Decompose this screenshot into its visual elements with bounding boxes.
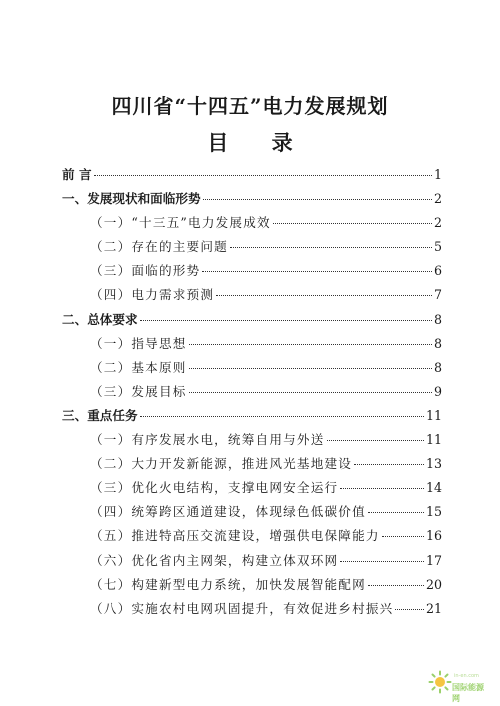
toc-page-number: 15 [425,504,442,520]
toc-subsection-entry[interactable] [62,212,442,236]
toc-page-number: 11 [425,432,442,448]
toc-dot-leader [140,416,424,417]
toc-entry-label: （三）发展目标 [90,383,187,399]
toc-entry-label: （四）电力需求预测 [90,287,215,303]
toc-page-number: 9 [433,383,442,399]
toc-entry-label: （六）优化省内主网架，构建立体双环网 [90,552,339,568]
toc-subsection-entry[interactable] [62,333,442,357]
toc-entry-label: （三）优化火电结构，支撑电网安全运行 [90,480,339,496]
toc-entry-label: （一）指导思想 [90,335,187,351]
toc-dot-leader [395,609,424,610]
toc-dot-leader [216,295,432,296]
toc-subsection-entry[interactable] [62,574,442,598]
toc-page-number: 11 [425,407,442,423]
toc-page-number: 2 [433,215,442,231]
toc-dot-leader [340,488,424,489]
toc-subsection-entry[interactable] [62,357,442,381]
toc-subsection-entry[interactable] [62,236,442,260]
toc-dot-leader [327,440,424,441]
toc-dot-leader [140,320,432,321]
sun-logo-icon [428,670,452,694]
toc-subsection-entry[interactable] [62,260,442,284]
toc-entry-label: （二）存在的主要问题 [90,239,228,255]
toc-dot-leader [189,344,432,345]
toc-page-number: 5 [433,239,442,255]
toc-entry-label: （二）基本原则 [90,359,187,375]
toc-subsection-entry[interactable] [62,284,442,308]
toc-entry-label: （五）推进特高压交流建设，增强供电保障能力 [90,528,380,544]
toc-dot-leader [368,585,424,586]
toc-subsection-entry[interactable] [62,429,442,453]
toc-entry-label: （七）构建新型电力系统，加快发展智能配网 [90,576,366,592]
toc-dot-leader [230,247,432,248]
toc-subsection-entry[interactable] [62,453,442,477]
toc-dot-leader [382,536,424,537]
toc-dot-leader [189,392,432,393]
toc-entry-label: 一、发展现状和面临形势 [62,191,201,207]
toc-entry-label: （一）“十三五”电力发展成效 [90,215,271,231]
toc-entry-label: 三、重点任务 [62,407,138,423]
toc-entry-label: （八）实施农村电网巩固提升，有效促进乡村振兴 [90,600,394,616]
toc-page-number: 8 [433,359,442,375]
toc-subsection-entry[interactable] [62,550,442,574]
toc-subsection-entry[interactable] [62,501,442,525]
toc-page-number: 7 [433,287,442,303]
toc-page-number: 2 [433,191,442,207]
toc-entry-label: （三）面临的形势 [90,263,201,279]
toc-page-number: 17 [425,552,442,568]
toc-entry-label: （四）统筹跨区通道建设，体现绿色低碳价值 [90,504,366,520]
toc-page-number: 13 [425,456,442,472]
toc-page-number: 8 [433,311,442,327]
toc-dot-leader [368,512,424,513]
toc-entry-label: 前 言 [62,167,92,182]
watermark-text: 国际能源网 [452,683,484,703]
toc-section-entry[interactable] [62,309,442,333]
toc-subsection-entry[interactable] [62,525,442,549]
toc-page-number: 20 [425,576,442,592]
toc-page-number: 16 [425,528,442,544]
toc-entry-label: （一）有序发展水电，统筹自用与外送 [90,432,325,448]
toc-subsection-entry[interactable] [62,381,442,405]
toc-dot-leader [189,368,432,369]
table-of-contents [62,164,442,622]
toc-entry-label: （二）大力开发新能源，推进风光基地建设 [90,456,353,472]
toc-entry-label: 二、总体要求 [62,311,138,327]
toc-dot-leader [203,199,432,200]
watermark [428,670,490,703]
toc-page-number: 8 [433,335,442,351]
document-title: 四川省“十四五”电力发展规划 [111,94,389,118]
toc-dot-leader [273,223,432,224]
toc-section-entry[interactable] [62,188,442,212]
toc-subsection-entry[interactable] [62,477,442,501]
toc-page-number: 1 [433,167,442,182]
toc-dot-leader [94,175,432,176]
toc-page-number: 6 [433,263,442,279]
toc-page-number: 21 [425,600,442,616]
toc-dot-leader [202,271,432,272]
toc-dot-leader [354,464,424,465]
toc-section-entry[interactable] [62,405,442,429]
toc-subsection-entry[interactable] [62,598,442,622]
toc-heading: 目 录 [207,130,311,155]
toc-page-number: 14 [425,480,442,496]
watermark-url: in-en.com [454,673,479,679]
toc-section-entry[interactable] [62,164,442,188]
toc-dot-leader [340,561,424,562]
